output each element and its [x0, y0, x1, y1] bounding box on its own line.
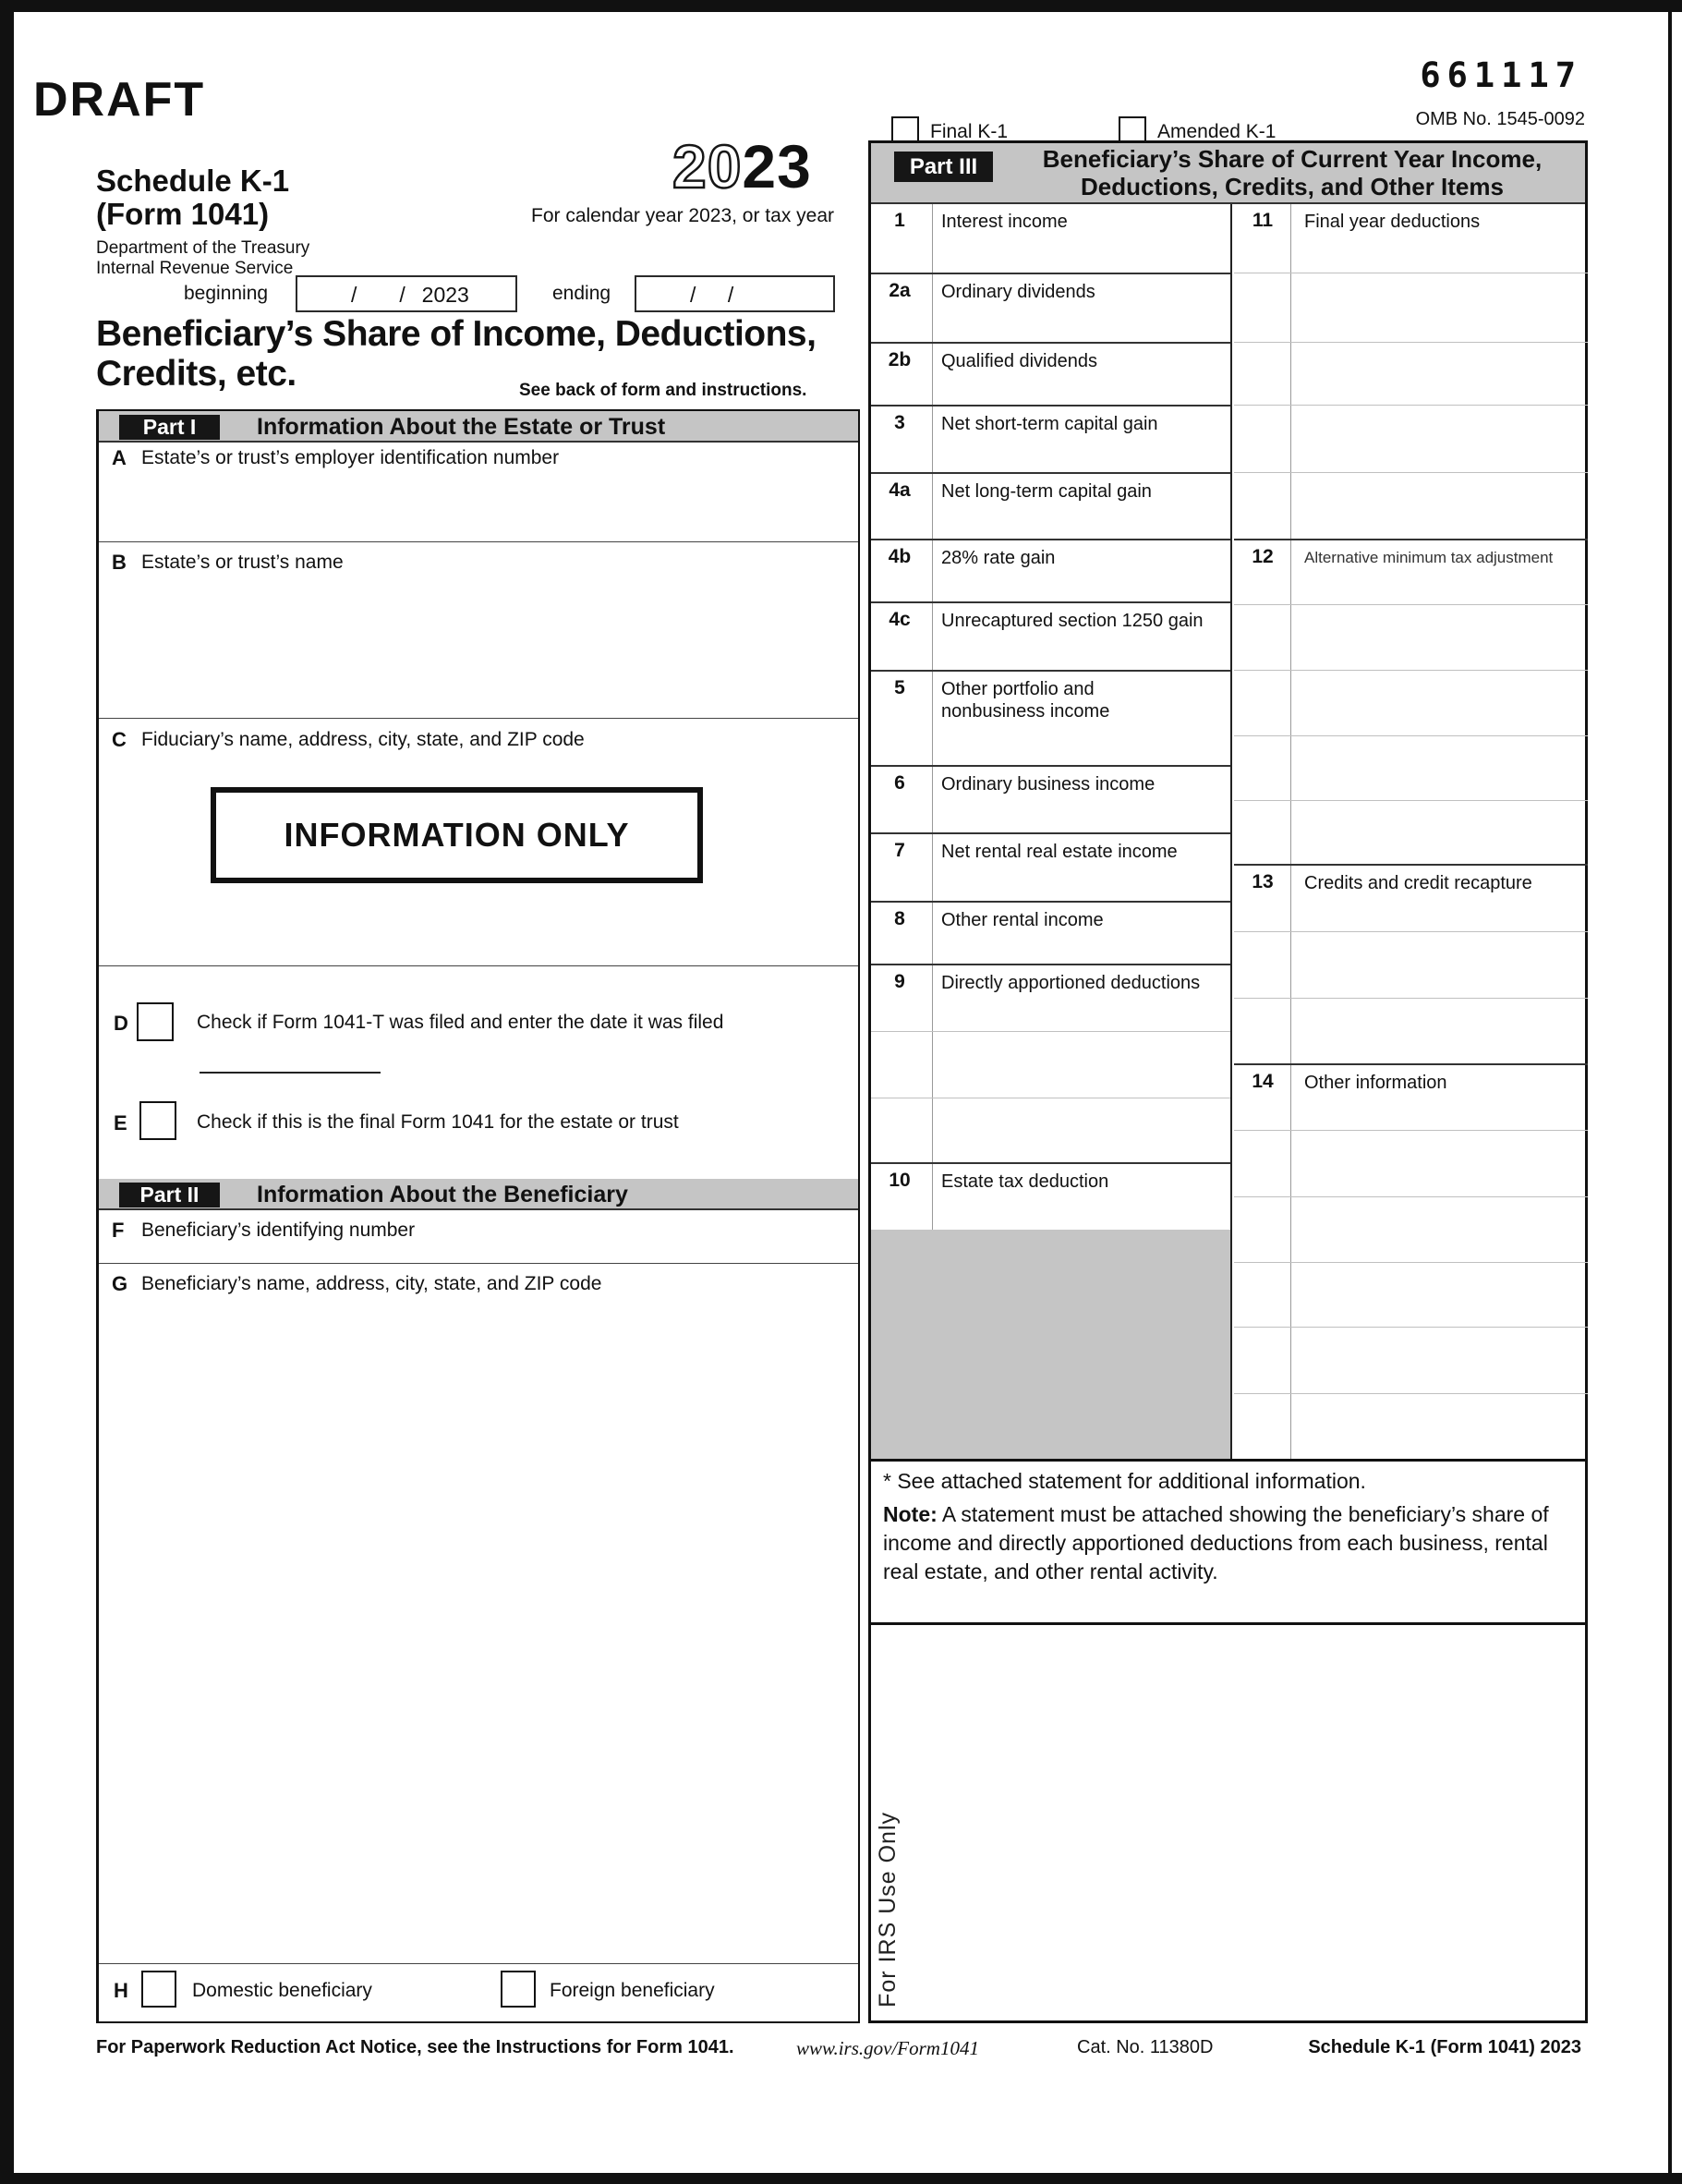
part3-blank-row	[1234, 998, 1588, 1063]
part2-title: Information About the Beneficiary	[257, 1182, 628, 1207]
item-number: 7	[894, 840, 905, 861]
row-divider	[99, 1963, 858, 1964]
part1-label-box: Part I	[119, 415, 220, 440]
part3-item-row-4b	[871, 539, 1230, 601]
row-divider	[99, 541, 858, 542]
item-label: Credits and credit recapture	[1304, 873, 1532, 893]
ending-label: ending	[552, 283, 611, 304]
part3-item-row-4a	[871, 472, 1230, 539]
item-label: 28% rate gain	[941, 548, 1056, 568]
date-filed-blank[interactable]	[200, 1072, 381, 1074]
part3-blank-row	[1234, 1262, 1588, 1327]
agency-line1: Department of the Treasury	[96, 238, 310, 258]
foreign-beneficiary-label: Foreign beneficiary	[550, 1980, 715, 2001]
calendar-year-text: For calendar year 2023, or tax year	[531, 205, 835, 226]
item-number: 11	[1252, 210, 1274, 231]
item-label: Unrecaptured section 1250 gain	[941, 611, 1204, 631]
item-number: 9	[894, 971, 905, 992]
domestic-beneficiary-label: Domestic beneficiary	[192, 1980, 372, 2001]
note-paragraph	[883, 1500, 1570, 1586]
field-g-letter: G	[112, 1272, 128, 1295]
part3-item-row-7	[871, 832, 1230, 901]
part3-blank-row	[1234, 273, 1588, 342]
part3-blank-row	[1234, 472, 1588, 539]
part3-label-box: Part III	[894, 152, 993, 182]
agency-line2: Internal Revenue Service	[96, 259, 294, 278]
part3-blank-row	[1234, 604, 1588, 670]
item-label: Ordinary dividends	[941, 282, 1095, 302]
part3-item-row-5	[871, 670, 1230, 765]
field-a-label: Estate’s or trust’s employer identification number	[141, 447, 560, 468]
item-label: Ordinary business income	[941, 774, 1156, 795]
item-number: 6	[894, 772, 905, 794]
item-label: Qualified dividends	[941, 351, 1097, 371]
statement-note-box	[871, 1459, 1585, 1625]
item-number: 4a	[889, 479, 911, 501]
final-k1-label: Final K-1	[930, 121, 1009, 142]
part3-header-bar	[871, 143, 1585, 204]
form-1041t-checkbox[interactable]	[137, 1002, 174, 1041]
item-label: Final year deductions	[1304, 212, 1481, 232]
part3-blank-row	[1234, 670, 1588, 735]
form-main-title-line1: Beneficiary’s Share of Income, Deductions,	[96, 314, 817, 354]
field-a-letter: A	[112, 446, 127, 469]
part3-item-row-8	[871, 901, 1230, 964]
part3-item-row-1	[871, 204, 1230, 273]
part3-item-row-13	[1234, 864, 1588, 931]
form-id-footer: Schedule K-1 (Form 1041) 2023	[1308, 2037, 1581, 2057]
irs-url[interactable]: www.irs.gov/Form1041	[796, 2037, 979, 2059]
part1-header-bar	[99, 411, 858, 443]
part3-title-line2: Deductions, Credits, and Other Items	[1081, 173, 1504, 200]
part1-part2-table	[96, 409, 860, 2023]
item-number: 13	[1252, 871, 1274, 892]
schedule-title	[96, 164, 289, 231]
beginning-label: beginning	[184, 283, 269, 304]
field-c-label: Fiduciary’s name, address, city, state, and ZIP code	[141, 729, 585, 750]
form-print-code: 661117	[1420, 55, 1582, 95]
schedule-title-line1: Schedule K-1	[96, 164, 290, 198]
part3-table	[868, 140, 1588, 2023]
field-d-letter: D	[114, 1012, 128, 1035]
beginning-date-box[interactable]: / / 2023	[296, 275, 517, 312]
item-label: Other portfolio and nonbusiness income	[941, 679, 1110, 722]
tax-year	[672, 131, 812, 201]
item-label: Other rental income	[941, 910, 1104, 930]
page-border-left	[0, 0, 14, 2184]
part3-title-line1: Beneficiary’s Share of Current Year Income,	[1042, 145, 1543, 173]
field-d-label: Check if Form 1041-T was filed and enter the date it was filed	[197, 1012, 724, 1033]
field-b-letter: B	[112, 551, 127, 574]
part3-blank-row	[1234, 931, 1588, 998]
final-1041-checkbox[interactable]	[139, 1101, 176, 1140]
item-label: Interest income	[941, 212, 1068, 232]
field-h-letter: H	[114, 1979, 128, 2002]
domestic-beneficiary-checkbox[interactable]	[141, 1971, 176, 2008]
form-main-title-line2: Credits, etc.	[96, 354, 296, 394]
see-back-note: See back of form and instructions.	[519, 381, 807, 400]
item-number: 2b	[888, 349, 912, 370]
ending-date-box[interactable]: / /	[635, 275, 835, 312]
field-f-label: Beneficiary’s identifying number	[141, 1219, 416, 1241]
part3-item-row-4c	[871, 601, 1230, 670]
part3-blank-row	[1234, 800, 1588, 864]
part3-item-row-2a	[871, 273, 1230, 342]
part3-right-column	[1234, 204, 1588, 1459]
part2-label-box: Part II	[119, 1183, 220, 1207]
item-label: Other information	[1304, 1073, 1447, 1093]
part3-left-column	[871, 204, 1232, 1459]
part3-blank-row	[1234, 735, 1588, 800]
part3-blank-row	[871, 1098, 1230, 1162]
part3-blank-row	[1234, 405, 1588, 472]
shaded-unused-area	[871, 1230, 1230, 1459]
item-number: 14	[1252, 1071, 1274, 1092]
part3-item-row-11	[1234, 204, 1588, 273]
part2-header-bar	[99, 1179, 858, 1210]
field-e-label: Check if this is the final Form 1041 for the estate or trust	[197, 1111, 679, 1133]
part3-blank-row	[1234, 1130, 1588, 1196]
item-number: 4c	[889, 609, 911, 630]
part3-blank-row	[1234, 342, 1588, 405]
note-bold: Note:	[883, 1502, 938, 1526]
row-divider	[99, 965, 858, 966]
paperwork-reduction-notice: For Paperwork Reduction Act Notice, see the Instructions for Form 1041.	[96, 2037, 734, 2057]
amended-k1-label: Amended K-1	[1157, 121, 1277, 142]
row-divider	[99, 718, 858, 719]
field-g-label: Beneficiary’s name, address, city, state, and ZIP code	[141, 1273, 602, 1294]
item-label: Net short-term capital gain	[941, 414, 1158, 434]
agency-name	[96, 238, 309, 279]
field-f-letter: F	[112, 1219, 125, 1242]
item-number: 8	[894, 908, 905, 929]
part3-item-row-2b	[871, 342, 1230, 405]
field-e-letter: E	[114, 1111, 127, 1134]
part3-item-row-12	[1234, 539, 1588, 604]
tax-year-solid-digits: 23	[742, 132, 812, 200]
page-border-top	[0, 0, 1682, 12]
part3-item-row-6	[871, 765, 1230, 832]
note-text: A statement must be attached showing the beneficiary’s share of income and directly apportioned deductions from each business, rental real estate, and other rental activity.	[883, 1502, 1549, 1583]
part3-blank-row	[871, 1031, 1230, 1098]
item-number: 1	[894, 210, 905, 231]
field-c-letter: C	[112, 728, 127, 751]
part3-blank-row	[1234, 1327, 1588, 1393]
attached-statement-footnote: * See attached statement for additional information.	[883, 1469, 1366, 1493]
item-number: 10	[889, 1170, 911, 1191]
tax-year-outline-digits: 20	[672, 132, 743, 200]
item-label: Alternative minimum tax adjustment	[1304, 549, 1554, 566]
part3-blank-row	[1234, 1196, 1588, 1262]
item-number: 12	[1252, 546, 1274, 567]
page-border-right	[1668, 0, 1672, 2184]
part3-item-row-3	[871, 405, 1230, 472]
information-only-stamp: INFORMATION ONLY	[211, 787, 703, 883]
item-number: 3	[894, 412, 905, 433]
schedule-title-line2: (Form 1041)	[96, 197, 270, 231]
part3-item-row-9	[871, 964, 1230, 1031]
item-label: Net rental real estate income	[941, 842, 1178, 862]
row-divider	[99, 1263, 858, 1264]
part3-blank-row	[1234, 1393, 1588, 1459]
item-number: 5	[894, 677, 905, 698]
part3-item-row-10	[871, 1162, 1230, 1230]
field-b-label: Estate’s or trust’s name	[141, 552, 344, 573]
item-label: Net long-term capital gain	[941, 481, 1152, 502]
item-number: 4b	[888, 546, 912, 567]
omb-number: OMB No. 1545-0092	[1415, 109, 1585, 129]
part3-title	[1005, 145, 1579, 200]
for-irs-use-only-label: For IRS Use Only	[875, 1812, 901, 2008]
item-label: Directly apportioned deductions	[941, 973, 1201, 993]
catalog-number: Cat. No. 11380D	[1077, 2037, 1214, 2057]
part1-title: Information About the Estate or Trust	[257, 414, 666, 440]
item-number: 2a	[889, 280, 911, 301]
part3-item-row-14	[1234, 1063, 1588, 1130]
item-label: Estate tax deduction	[941, 1171, 1109, 1192]
foreign-beneficiary-checkbox[interactable]	[501, 1971, 536, 2008]
draft-watermark: DRAFT	[33, 73, 206, 127]
page-border-bottom	[0, 2173, 1682, 2184]
